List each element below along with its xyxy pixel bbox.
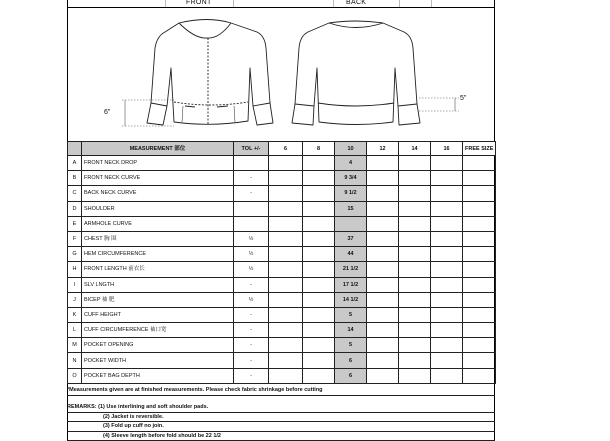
row-code: H: [68, 262, 82, 277]
size-16-cell: [431, 323, 463, 338]
size-12-cell: [367, 186, 399, 201]
size-14-cell: [399, 156, 431, 171]
table-row: [68, 338, 496, 353]
size-12-cell: [367, 156, 399, 171]
size-16-cell: [431, 247, 463, 262]
remark-text: (1) Use interlining and soft shoulder pads.: [98, 404, 208, 410]
row-measurement: SLV LNGTH: [82, 277, 234, 292]
row-tolerance: -: [234, 338, 269, 353]
size-16-cell: [431, 156, 463, 171]
size-14-cell: [399, 338, 431, 353]
size-12-cell: [367, 201, 399, 216]
row-code: E: [68, 216, 82, 231]
row-code: N: [68, 353, 82, 368]
table-row: [68, 186, 496, 201]
size-16-cell: [431, 171, 463, 186]
remark-text: (2) Jacket is reversible.: [103, 414, 164, 420]
row-code: K: [68, 307, 82, 322]
table-row: [68, 368, 496, 383]
size-10-cell: 4: [335, 156, 367, 171]
size-12-cell: [367, 338, 399, 353]
free-size-cell: [463, 171, 496, 186]
front-view-label: FRONT: [186, 0, 212, 6]
row-tolerance: -: [234, 277, 269, 292]
size-10-cell: 5: [335, 307, 367, 322]
size-10-cell: [335, 216, 367, 231]
size-12-cell: [367, 307, 399, 322]
size-8-cell: [303, 323, 335, 338]
size-12-cell: [367, 292, 399, 307]
free-size-cell: [463, 338, 496, 353]
row-tolerance: [234, 201, 269, 216]
size-12-cell: [367, 247, 399, 262]
size-14-cell: [399, 353, 431, 368]
row-measurement: POCKET OPENING: [82, 338, 234, 353]
row-tolerance: [234, 216, 269, 231]
row-measurement: HEM CIRCUMFERENCE: [82, 247, 234, 262]
row-measurement: BICEP 袖 肥: [82, 292, 234, 307]
table-row: [68, 353, 496, 368]
size-16-cell: [431, 201, 463, 216]
remark-line: [67, 422, 495, 432]
size-14-cell: [399, 247, 431, 262]
size-12-cell: [367, 368, 399, 383]
row-code: C: [68, 186, 82, 201]
table-row: [68, 216, 496, 231]
table-row: [68, 156, 496, 171]
size-8-cell: [303, 338, 335, 353]
back-view-label: BACK: [346, 0, 366, 6]
row-tolerance: ½: [234, 292, 269, 307]
remarks-block: [67, 403, 495, 441]
size-16-cell: [431, 353, 463, 368]
size-8-cell: [303, 171, 335, 186]
table-body: [68, 156, 496, 384]
cuff-dimension-label: 5": [460, 95, 466, 102]
size-14-cell: [399, 171, 431, 186]
size-8-cell: [303, 307, 335, 322]
free-size-cell: [463, 323, 496, 338]
size-12-cell: [367, 231, 399, 246]
row-code: J: [68, 292, 82, 307]
row-code: A: [68, 156, 82, 171]
size-16-cell: [431, 277, 463, 292]
size-16-cell: [431, 262, 463, 277]
row-measurement: POCKET BAG DEPTH: [82, 368, 234, 383]
size-8-cell: [303, 156, 335, 171]
size-12-cell: [367, 262, 399, 277]
row-measurement: BACK NECK CURVE: [82, 186, 234, 201]
size-6-cell: [269, 201, 303, 216]
row-measurement: FRONT LENGTH 前衣长: [82, 262, 234, 277]
size-10-cell: 14 1/2: [335, 292, 367, 307]
free-size-cell: [463, 353, 496, 368]
column-header: 6: [269, 142, 303, 156]
size-14-cell: [399, 292, 431, 307]
row-tolerance: -: [234, 323, 269, 338]
row-code: D: [68, 201, 82, 216]
table-row: [68, 307, 496, 322]
size-8-cell: [303, 216, 335, 231]
size-10-cell: 14: [335, 323, 367, 338]
size-14-cell: [399, 262, 431, 277]
size-6-cell: [269, 216, 303, 231]
column-header: MEASUREMENT 部位: [82, 142, 234, 156]
row-tolerance: [234, 156, 269, 171]
size-16-cell: [431, 186, 463, 201]
size-8-cell: [303, 186, 335, 201]
size-6-cell: [269, 307, 303, 322]
row-tolerance: -: [234, 171, 269, 186]
size-12-cell: [367, 353, 399, 368]
size-6-cell: [269, 292, 303, 307]
size-8-cell: [303, 262, 335, 277]
table-row: [68, 231, 496, 246]
column-header: [68, 142, 82, 156]
table-row: [68, 323, 496, 338]
size-14-cell: [399, 186, 431, 201]
size-8-cell: [303, 292, 335, 307]
size-16-cell: [431, 368, 463, 383]
size-10-cell: 44: [335, 247, 367, 262]
remark-line: [67, 413, 495, 423]
free-size-cell: [463, 186, 496, 201]
size-8-cell: [303, 201, 335, 216]
column-header: 12: [367, 142, 399, 156]
free-size-cell: [463, 277, 496, 292]
free-size-cell: [463, 231, 496, 246]
size-6-cell: [269, 247, 303, 262]
measurement-note: *Measurements given are at finished measurements. Please check fabric shrinkage before cutting: [67, 385, 495, 396]
header-separator: [233, 0, 234, 7]
remark-line: [67, 403, 495, 413]
row-tolerance: -: [234, 353, 269, 368]
row-code: O: [68, 368, 82, 383]
row-code: F: [68, 231, 82, 246]
size-8-cell: [303, 353, 335, 368]
row-tolerance: -: [234, 307, 269, 322]
row-tolerance: -: [234, 186, 269, 201]
row-measurement: SHOULDER: [82, 201, 234, 216]
free-size-cell: [463, 292, 496, 307]
size-8-cell: [303, 368, 335, 383]
free-size-cell: [463, 247, 496, 262]
row-code: L: [68, 323, 82, 338]
size-16-cell: [431, 216, 463, 231]
column-header: 8: [303, 142, 335, 156]
row-measurement: FRONT NECK DROP: [82, 156, 234, 171]
size-6-cell: [269, 353, 303, 368]
size-14-cell: [399, 368, 431, 383]
size-6-cell: [269, 231, 303, 246]
column-header: 10: [335, 142, 367, 156]
table-row: [68, 247, 496, 262]
back-jacket-drawing: [292, 21, 420, 125]
row-measurement: FRONT NECK CURVE: [82, 171, 234, 186]
table-header-row: [68, 142, 496, 156]
size-10-cell: 6: [335, 368, 367, 383]
front-jacket-drawing: [147, 20, 273, 126]
row-code: M: [68, 338, 82, 353]
hem-dimension-label: 6": [104, 109, 110, 116]
table-row: [68, 262, 496, 277]
row-tolerance: -: [234, 368, 269, 383]
size-16-cell: [431, 338, 463, 353]
table-row: [68, 201, 496, 216]
row-measurement: CUFF CIRCUMFERENCE 袖口宽: [82, 323, 234, 338]
size-14-cell: [399, 201, 431, 216]
size-10-cell: 17 1/2: [335, 277, 367, 292]
measurement-table: [67, 141, 496, 384]
header-separator: [399, 0, 400, 7]
remark-text: (3) Fold up cuff no join.: [103, 423, 164, 429]
column-header: TOL +/-: [234, 142, 269, 156]
table-row: [68, 292, 496, 307]
table-row: [68, 171, 496, 186]
row-measurement: CHEST 胸 围: [82, 231, 234, 246]
size-6-cell: [269, 171, 303, 186]
row-tolerance: ½: [234, 262, 269, 277]
row-measurement: CUFF HEIGHT: [82, 307, 234, 322]
header-separator: [165, 0, 166, 7]
size-8-cell: [303, 277, 335, 292]
free-size-cell: [463, 216, 496, 231]
header-separator: [431, 0, 432, 7]
remark-text: (4) Sleeve length before fold should be 22 1/2: [103, 433, 221, 439]
size-10-cell: 37: [335, 231, 367, 246]
remarks-label: REMARKS:: [67, 404, 97, 410]
size-14-cell: [399, 307, 431, 322]
size-14-cell: [399, 323, 431, 338]
column-header: FREE SIZE: [463, 142, 496, 156]
size-6-cell: [269, 368, 303, 383]
header-separator: [333, 0, 334, 7]
size-10-cell: 9 1/2: [335, 186, 367, 201]
size-10-cell: 5: [335, 338, 367, 353]
size-14-cell: [399, 216, 431, 231]
row-code: B: [68, 171, 82, 186]
size-16-cell: [431, 231, 463, 246]
table-row: [68, 277, 496, 292]
size-6-cell: [269, 186, 303, 201]
size-14-cell: [399, 277, 431, 292]
row-tolerance: ½: [234, 231, 269, 246]
size-12-cell: [367, 171, 399, 186]
row-measurement: POCKET WIDTH: [82, 353, 234, 368]
spec-sheet: [67, 0, 495, 440]
column-header: 16: [431, 142, 463, 156]
row-measurement: ARMHOLE CURVE: [82, 216, 234, 231]
row-code: G: [68, 247, 82, 262]
free-size-cell: [463, 156, 496, 171]
row-tolerance: ½: [234, 247, 269, 262]
size-6-cell: [269, 277, 303, 292]
free-size-cell: [463, 307, 496, 322]
free-size-cell: [463, 262, 496, 277]
column-header: 14: [399, 142, 431, 156]
size-8-cell: [303, 247, 335, 262]
size-10-cell: 6: [335, 353, 367, 368]
free-size-cell: [463, 368, 496, 383]
size-6-cell: [269, 323, 303, 338]
size-12-cell: [367, 216, 399, 231]
size-10-cell: 9 3/4: [335, 171, 367, 186]
size-8-cell: [303, 231, 335, 246]
size-16-cell: [431, 292, 463, 307]
size-12-cell: [367, 277, 399, 292]
size-6-cell: [269, 262, 303, 277]
size-14-cell: [399, 231, 431, 246]
size-12-cell: [367, 323, 399, 338]
row-code: I: [68, 277, 82, 292]
size-16-cell: [431, 307, 463, 322]
size-6-cell: [269, 338, 303, 353]
free-size-cell: [463, 201, 496, 216]
size-6-cell: [269, 156, 303, 171]
size-10-cell: 21 1/2: [335, 262, 367, 277]
size-10-cell: 15: [335, 201, 367, 216]
garment-sketch: [67, 8, 495, 141]
